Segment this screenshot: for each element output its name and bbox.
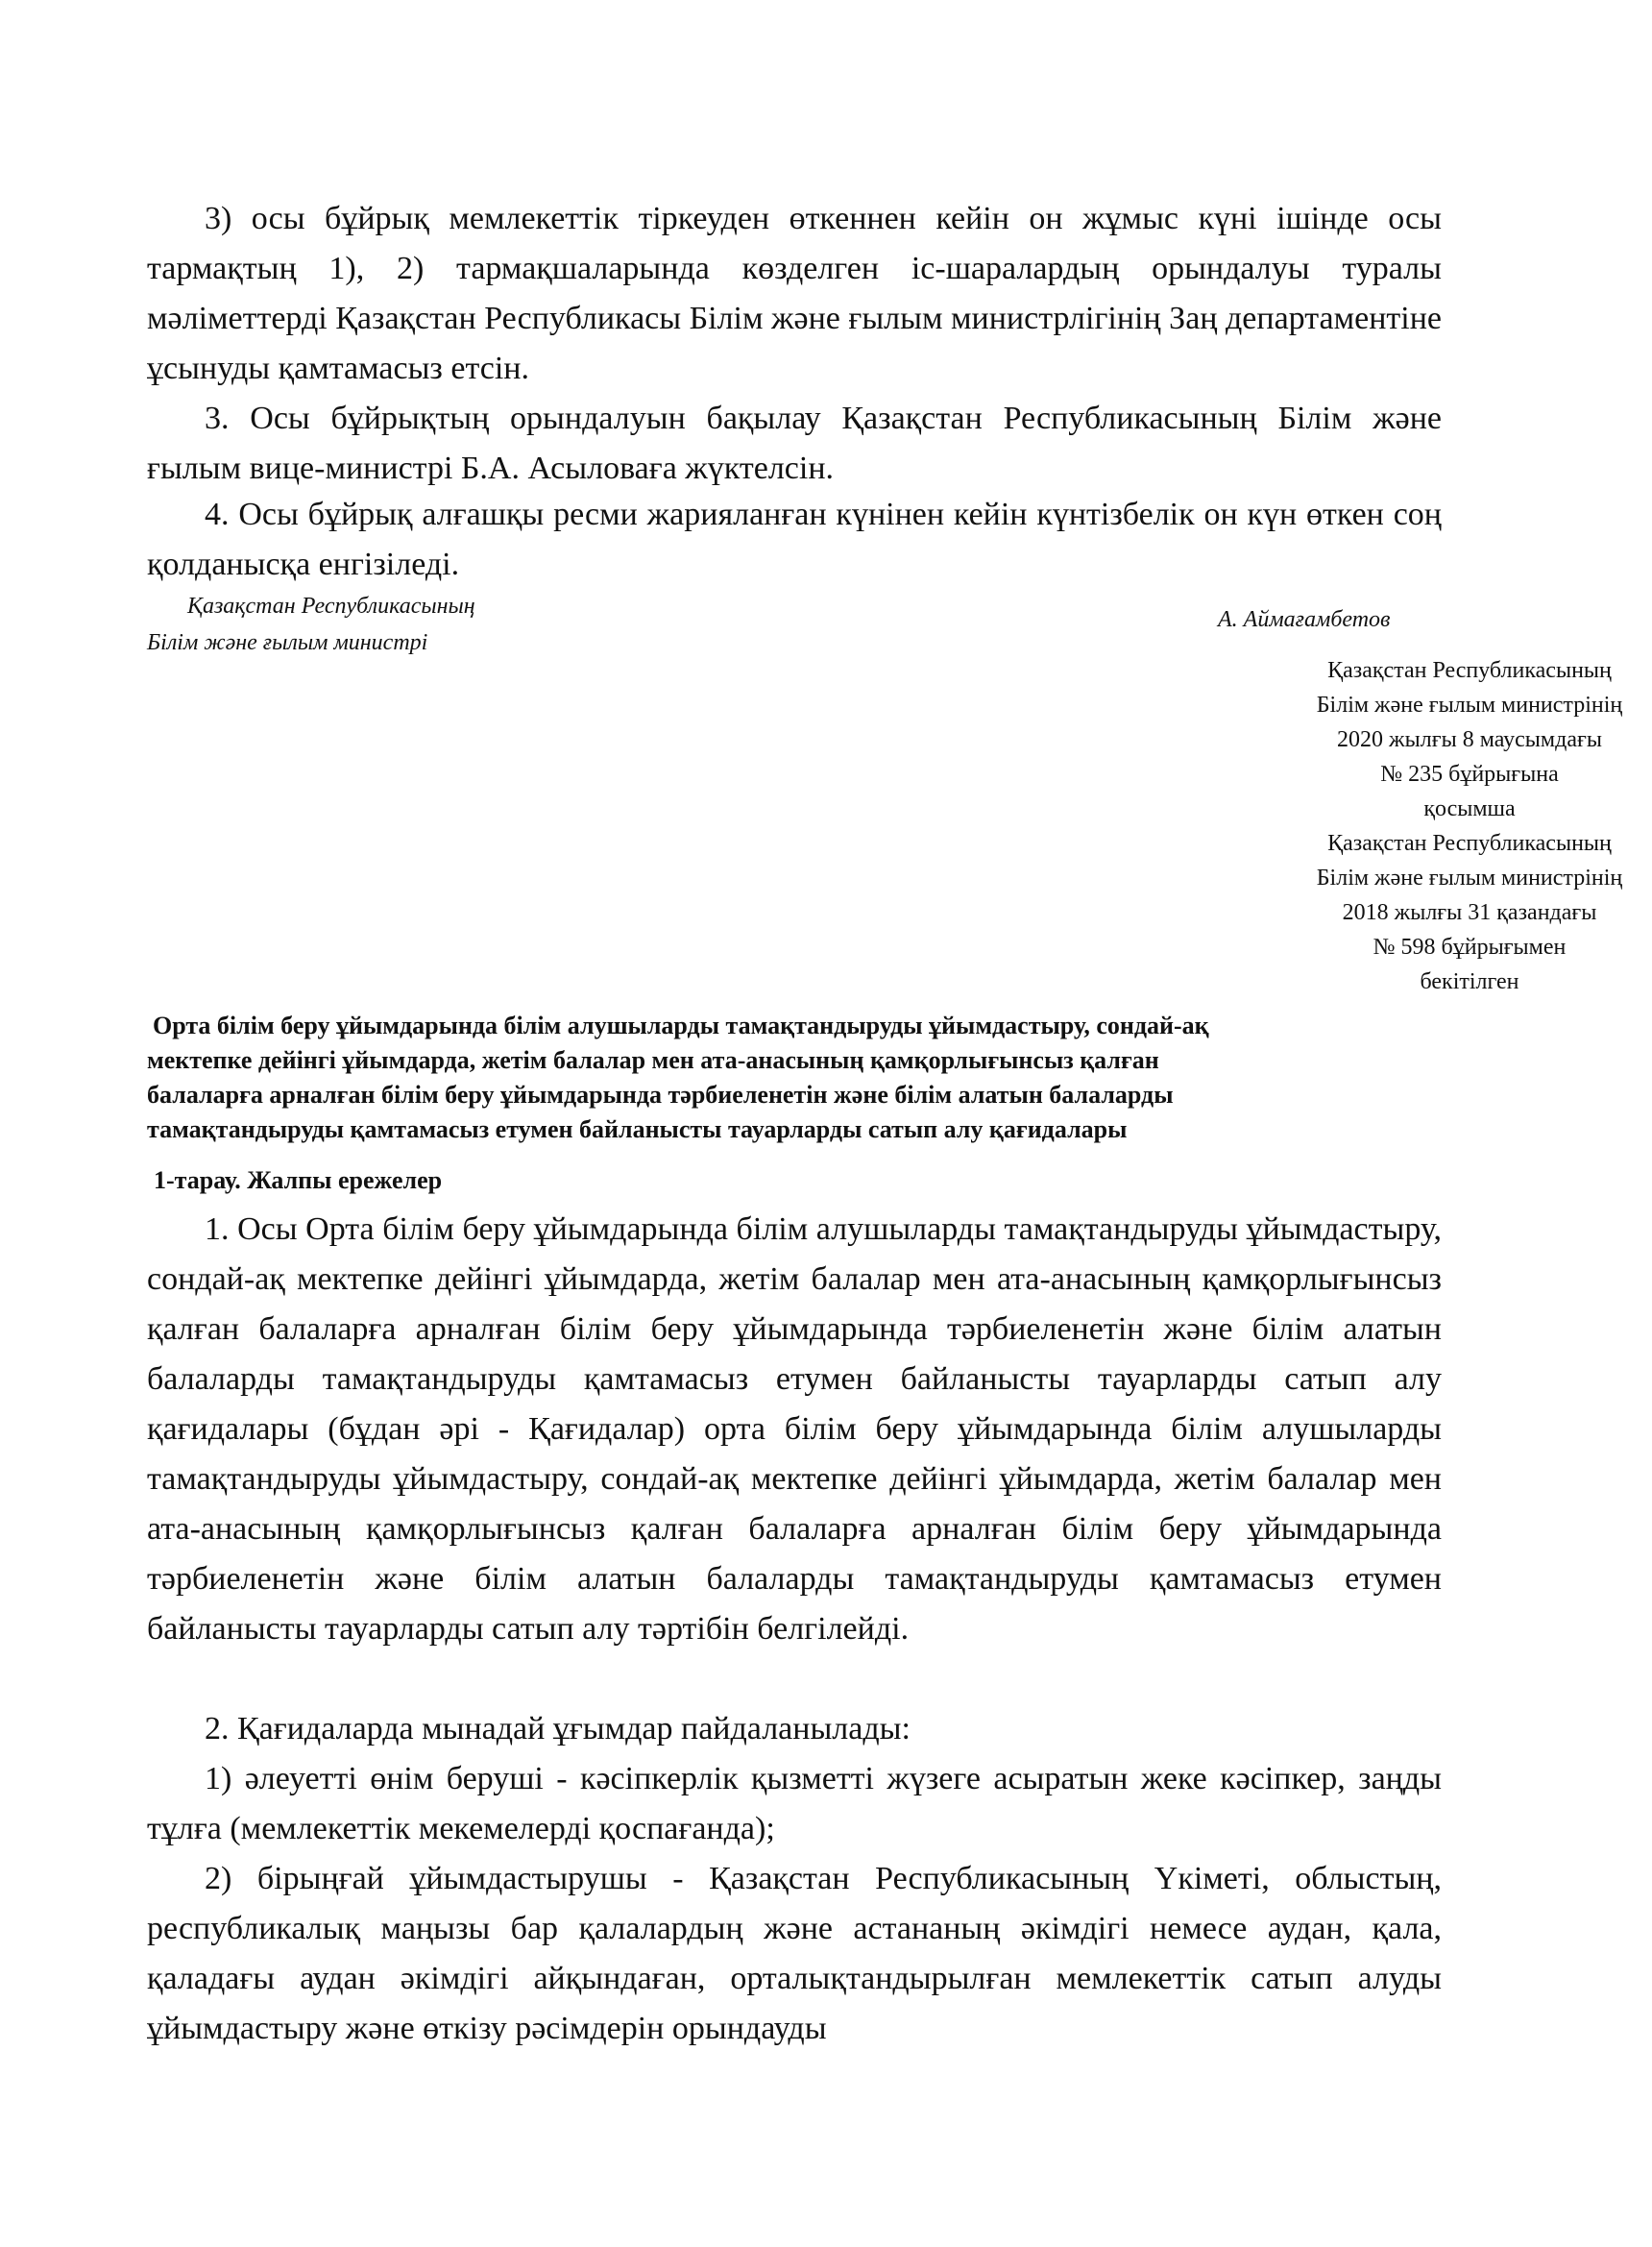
approval-line: Білім және ғылым министрінің — [1316, 693, 1623, 718]
order-paragraph-4: 4. Осы бұйрық алғашқы ресми жарияланған күнінен кейін күнтізбелік он күн өткен соң қолданысқа енгізіледі. — [147, 497, 1442, 582]
approval-line: 2020 жылғы 8 маусымдағы — [1337, 727, 1602, 752]
signatory-position — [147, 588, 475, 661]
rules-title-line2: мектепке дейінгі ұйымдарда, жетім балалар мен ата-анасының қамқорлығынсыз қалған — [147, 1046, 1159, 1074]
approval-line: № 235 бұйрығына — [1380, 762, 1559, 787]
definition-item-2: 2) бірыңғай ұйымдастырушы - Қазақстан Республикасының Үкіметі, облыстың, республикалық маңызы бар қалалардың және астананың әкімдігі немесе аудан, қала, қаладағы аудан әкімдігі айқындаған, орталықтандырылған мемлекеттік сатып алуды ұйымдастыру және өткізу рәсімдерін орындауды — [147, 1861, 1442, 2046]
rules-title-line1: Орта білім беру ұйымдарында білім алушыларды тамақтандыруды ұйымдастыру, сондай-ақ — [153, 1012, 1209, 1039]
approval-line: Қазақстан Республикасының — [1327, 831, 1612, 856]
rules-paragraph-2: 2. Қағидаларда мынадай ұғымдар пайдаланылады: — [205, 1711, 911, 1746]
approval-line: қосымша — [1423, 796, 1516, 821]
approval-line: 2018 жылғы 31 қазандағы — [1342, 900, 1597, 925]
rules-title-line4: тамақтандыруды қамтамасыз етумен байланысты тауарларды сатып алу қағидалары — [147, 1115, 1128, 1143]
chapter-heading: 1-тарау. Жалпы ережелер — [154, 1166, 443, 1194]
rules-title-line3: балаларға арналған білім беру ұйымдарында тәрбиеленетін және білім алатын балаларды — [147, 1081, 1174, 1109]
signatory-position-line1: Қазақстан Республикасының — [187, 594, 475, 619]
definition-item-1: 1) әлеуетті өнім беруші - кәсіпкерлік қызметті жүзеге асыратын жеке кәсіпкер, заңды тұлға (мемлекеттік мекемелерді қоспағанда); — [147, 1761, 1442, 1846]
approval-line: № 598 бұйрығымен — [1373, 935, 1567, 960]
approval-stamp — [1287, 653, 1652, 999]
approval-line: Қазақстан Республикасының — [1327, 658, 1612, 683]
order-item-3: 3) осы бұйрық мемлекеттік тіркеуден өткеннен кейін он жұмыс күні ішінде осы тармақтың 1), 2) тармақшаларында көзделген іс-шаралардың орындалуы туралы мәліметтерді Қазақстан Республикасы Білім және ғылым министрлігінің Заң департаментіне ұсынуды қамтамасыз етсін. — [147, 201, 1442, 386]
order-paragraph-3: 3. Осы бұйрықтың орындалуын бақылау Қазақстан Республикасының Білім және ғылым вице-министрі Б.А. Асыловаға жүктелсін. — [147, 401, 1442, 486]
approval-line: бекітілген — [1420, 969, 1519, 994]
signatory-position-line2: Білім және ғылым министрі — [147, 630, 428, 655]
rules-title — [147, 1009, 1442, 1147]
rules-paragraph-1: 1. Осы Орта білім беру ұйымдарында білім алушыларды тамақтандыруды ұйымдастыру, сондай-ақ мектепке дейінгі ұйымдарда, жетім балалар мен ата-анасының қамқорлығынсыз қалған балаларға арналған білім беру ұйымдарында тәрбиеленетін және білім алатын балаларды тамақтандыруды қамтамасыз етумен байланысты тауарларды сатып алу қағидалары (бұдан әрі - Қағидалар) орта білім беру ұйымдарында білім алушыларды тамақтандыруды ұйымдастыру, сондай-ақ мектепке дейінгі ұйымдарда, жетім балалар мен ата-анасының қамқорлығынсыз қалған балаларға арналған білім беру ұйымдарында тәрбиеленетін және білім алатын балаларды тамақтандыруды қамтамасыз етумен байланысты тауарларды сатып алу тәртібін белгілейді. — [147, 1211, 1442, 1647]
approval-line: Білім және ғылым министрінің — [1316, 866, 1623, 891]
signatory-name: А. Аймағамбетов — [1218, 607, 1391, 632]
